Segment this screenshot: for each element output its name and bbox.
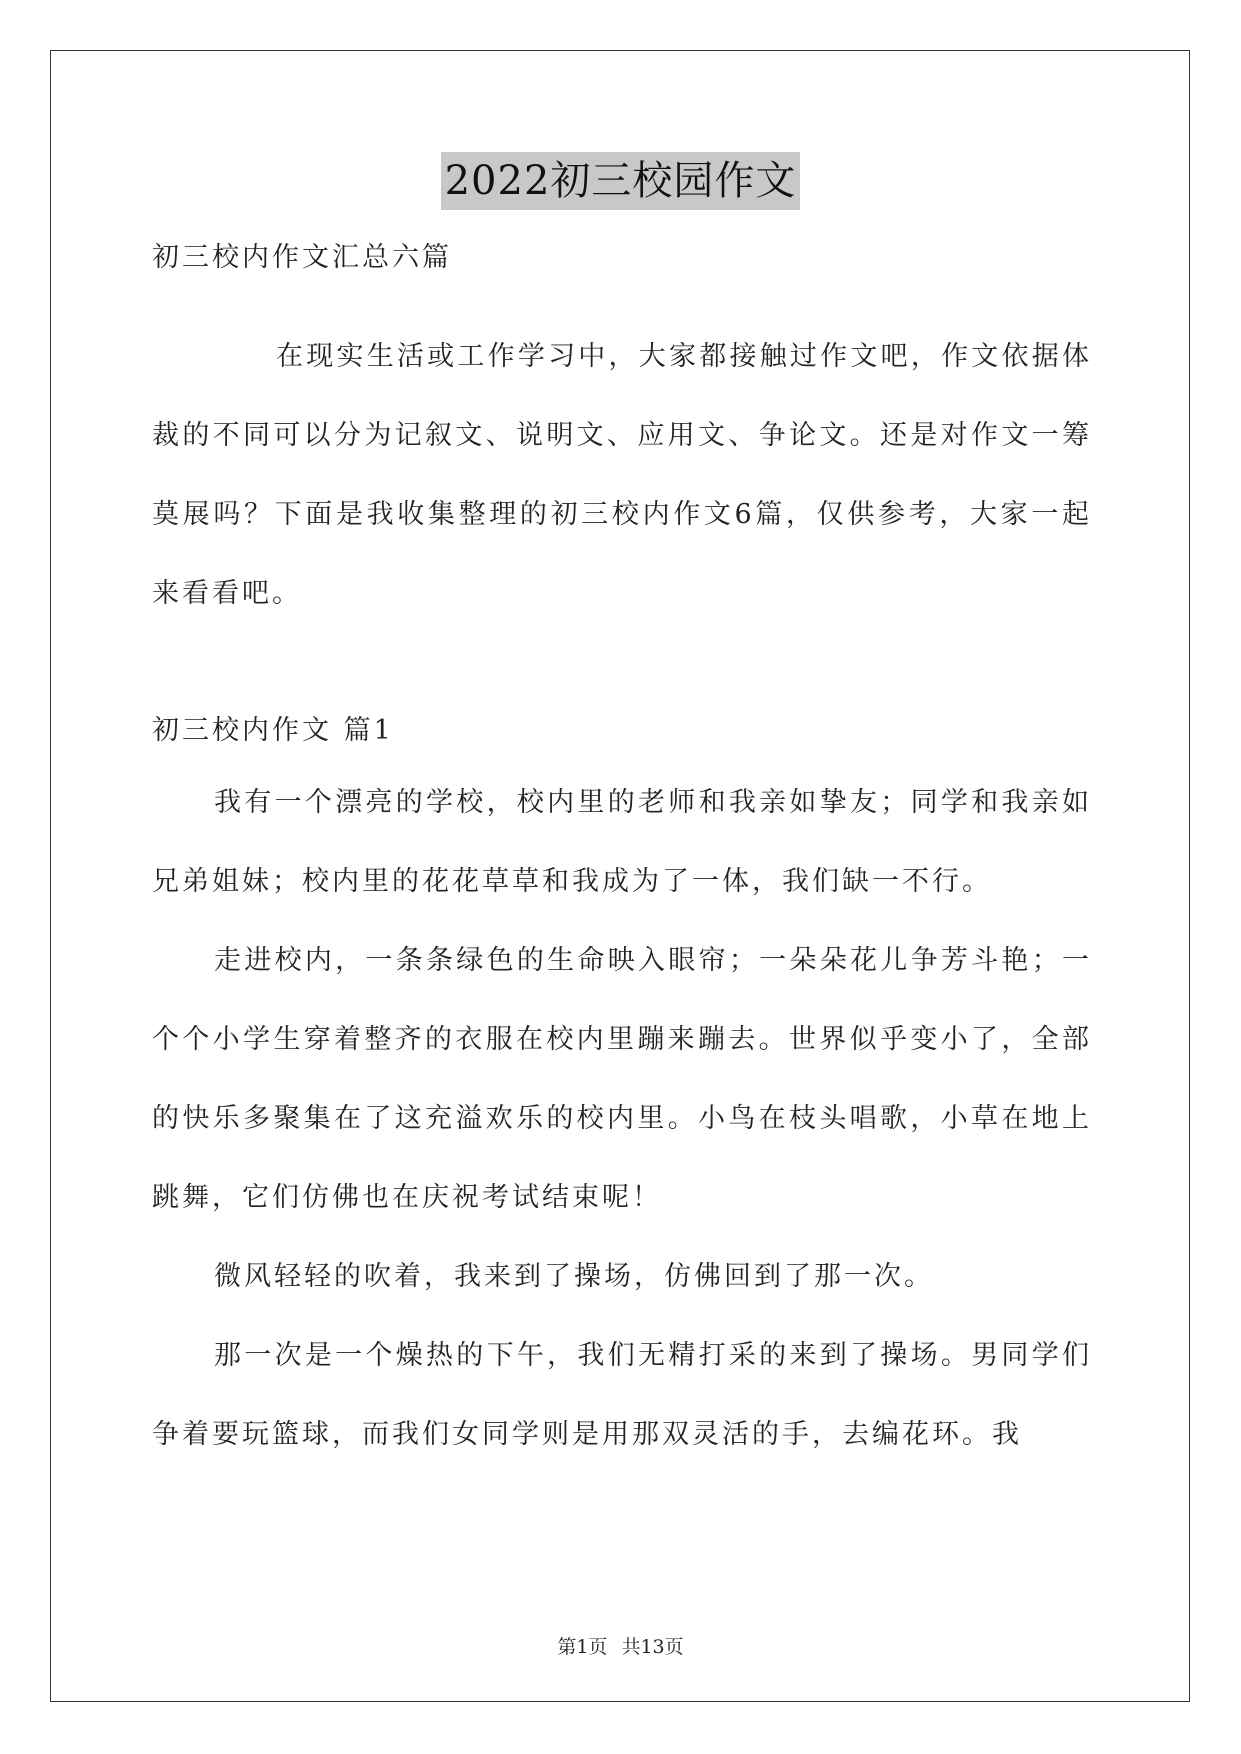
page-footer <box>0 1632 1241 1659</box>
document-body <box>152 238 1092 1474</box>
title-container <box>0 152 1241 210</box>
body-paragraph-2: 走进校内，一条条绿色的生命映入眼帘；一朵朵花儿争芳斗艳；一个个小学生穿着整齐的衣服在校内里蹦来蹦去。世界似乎变小了，全部的快乐多聚集在了这充溢欢乐的校内里。小鸟在枝头唱歌，小草在地上跳舞，它们仿佛也在庆祝考试结束呢！ <box>152 945 1092 1213</box>
document-title: 2022初三校园作文 <box>441 152 801 210</box>
section-heading: 初三校内作文 篇1 <box>152 715 394 746</box>
body-paragraph-3: 微风轻轻的吹着，我来到了操场，仿佛回到了那一次。 <box>214 1261 934 1292</box>
page-number: 第1页 <box>557 1636 608 1658</box>
body-paragraph-4: 那一次是一个燥热的下午，我们无精打采的来到了操场。男同学们争着要玩篮球，而我们女同学则是用那双灵活的手，去编花环。我 <box>152 1340 1092 1450</box>
intro-paragraph: 在现实生活或工作学习中，大家都接触过作文吧，作文依据体裁的不同可以分为记叙文、说明文、应用文、争论文。还是对作文一筹莫展吗？下面是我收集整理的初三校内作文6篇，仅供参考，大家一起来看看吧。 <box>152 341 1092 609</box>
total-pages: 共13页 <box>621 1636 684 1658</box>
body-paragraph-1: 我有一个漂亮的学校，校内里的老师和我亲如挚友；同学和我亲如兄弟姐妹；校内里的花花草草和我成为了一体，我们缺一不行。 <box>152 787 1092 897</box>
document-subtitle: 初三校内作文汇总六篇 <box>152 242 452 273</box>
